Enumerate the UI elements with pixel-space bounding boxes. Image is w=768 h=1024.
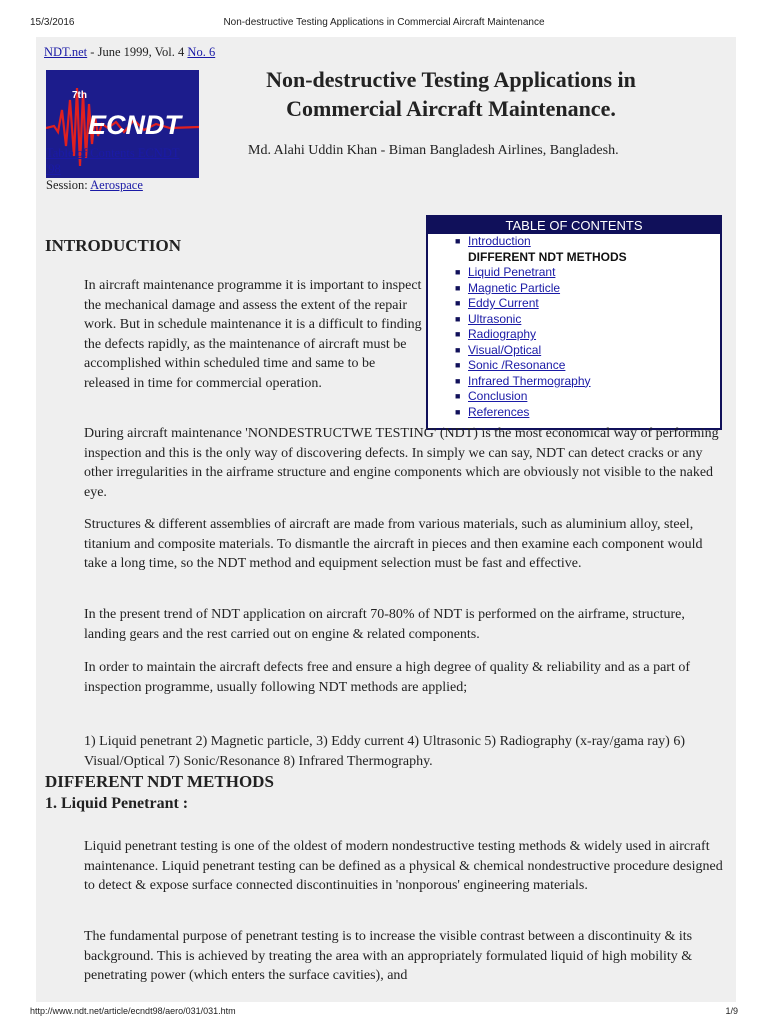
ndtnet-link[interactable]: NDT.net	[44, 45, 88, 59]
toc-item: ■ Introduction	[455, 234, 531, 248]
toc-item: ■ References	[455, 404, 530, 419]
toc-link-references[interactable]: References	[468, 404, 530, 419]
toc-item: ■ Liquid Penetrant	[455, 265, 556, 279]
article-page	[36, 37, 736, 1002]
toc-link-sonic-resonance[interactable]: Sonic /Resonance	[468, 358, 566, 372]
toc-link-conclusion[interactable]: Conclusion	[468, 389, 528, 403]
toc-link-ultrasonic[interactable]: Ultrasonic	[468, 311, 522, 326]
toc-list	[428, 234, 720, 420]
issue-text: - June 1999, Vol. 4	[87, 45, 188, 59]
issue-line	[44, 45, 215, 60]
toc-item: ■ Conclusion	[455, 389, 528, 403]
liquid-penetrant-paragraph-2: The fundamental purpose of penetrant testing is to increase the visible contrast between a discontinuity & its background. This is achieved by treating the area with an appropriately formulated liquid of high mobility & penetrating power (which enters the surface cavities), and	[84, 929, 693, 983]
print-header	[0, 0, 768, 34]
toc-item: ■ Eddy Current	[455, 296, 539, 310]
article-author: Md. Alahi Uddin Khan - Biman Bangladesh Airlines, Bangladesh.	[248, 143, 619, 158]
session-link[interactable]: Aerospace	[90, 178, 143, 192]
toc-item: ■ Visual/Optical	[455, 342, 542, 357]
print-page-number: 1/9	[725, 1006, 738, 1016]
table-of-contents	[426, 215, 722, 430]
liquid-penetrant-paragraph-1: Liquid penetrant testing is one of the oldest of modern nondestructive testing methods & widely used in aircraft maintenance. Liquid penetrant testing can be defined as a physical & chemical nondestructive procedure designed to detect & expose surface connected discontinuities in 'nonporous' engineering materials.	[84, 839, 723, 893]
print-title: Non-destructive Testing Applications in Commercial Aircraft Maintenance	[223, 17, 545, 28]
toc-header: TABLE OF CONTENTS	[428, 217, 720, 234]
toc-link-introduction[interactable]: Introduction	[468, 234, 531, 248]
intro-paragraph-3: Structures & different assemblies of aircraft are made from various materials, such as aluminium alloy, steel, titanium and composite materials. To dismantle the aircraft in pieces and then examine each component would take a long time, so the NDT method and equipment selection must be fast and effective.	[84, 517, 703, 571]
toc-link-radiography[interactable]: Radiography	[468, 327, 537, 341]
intro-paragraph-5: In order to maintain the aircraft defects free and ensure a high degree of quality & reliability and as a part of inspection programme, usually following NDT methods are applied;	[84, 660, 691, 695]
issue-link[interactable]: No. 6	[187, 45, 216, 59]
introduction-heading: INTRODUCTION	[45, 236, 182, 255]
article-title: Non-destructive Testing Applications in Commercial Aircraft Maintenance.	[266, 67, 636, 121]
print-footer	[0, 1002, 768, 1024]
logo-superscript: 7th	[72, 90, 87, 101]
ndt-methods-heading: DIFFERENT NDT METHODS	[45, 772, 274, 791]
toc-item: ■ Infrared Thermography	[455, 373, 591, 388]
toc-item: ■ Sonic /Resonance	[455, 358, 566, 372]
toc-link-infrared-thermography[interactable]: Infrared Thermography	[468, 373, 591, 388]
toc-item: ■ Magnetic Particle	[455, 280, 561, 295]
session-label: Session:	[46, 178, 91, 192]
toc-ecndt-link[interactable]: Table of Contents ECNDT '98	[46, 146, 180, 176]
print-url: http://www.ndt.net/article/ecndt98/aero/031/031.htm	[30, 1006, 236, 1016]
session-line	[46, 178, 143, 193]
intro-paragraph-4: In the present trend of NDT application on aircraft 70-80% of NDT is performed on the airframe, structure, landing gears and the rest carried out on engine & related components.	[84, 607, 685, 642]
toc-item: ■ Radiography	[455, 327, 537, 341]
toc-link-liquid-penetrant[interactable]: Liquid Penetrant	[468, 265, 556, 279]
intro-paragraph-1: In aircraft maintenance programme it is important to inspect the mechanical damage and assess the extent of the repair work. But in schedule maintenance it is a difficult to finding the defects rapidly, as the maintenance of aircraft must be accomplished within scheduled time and same to be released in time for commercial operation.	[84, 278, 422, 391]
intro-paragraph-6: 1) Liquid penetrant 2) Magnetic particle, 3) Eddy current 4) Ultrasonic 5) Radiography (x-ray/gama ray) 6) Visual/Optical 7) Sonic/Resonance 8) Infrared Thermography.	[84, 734, 686, 769]
toc-subheading: DIFFERENT NDT METHODS	[468, 249, 627, 264]
toc-link-visual-optical[interactable]: Visual/Optical	[468, 342, 542, 357]
toc-link-magnetic-particle[interactable]: Magnetic Particle	[468, 280, 561, 295]
toc-link-eddy-current[interactable]: Eddy Current	[468, 296, 539, 310]
toc-item: ■ Ultrasonic	[455, 311, 522, 326]
intro-paragraph-2: During aircraft maintenance 'NONDESTRUCTWE TESTING' (NDT) is the most economical way of performing inspection and this is the only way of discovering defects. In simply we can say, NDT can detect cracks or any other irregularities in the airframe structure and engine components which are obviously not visible to the naked eye.	[84, 426, 719, 500]
print-date: 15/3/2016	[30, 17, 75, 28]
liquid-penetrant-heading: 1. Liquid Penetrant :	[45, 795, 189, 812]
logo-text: ECNDT	[88, 110, 181, 140]
